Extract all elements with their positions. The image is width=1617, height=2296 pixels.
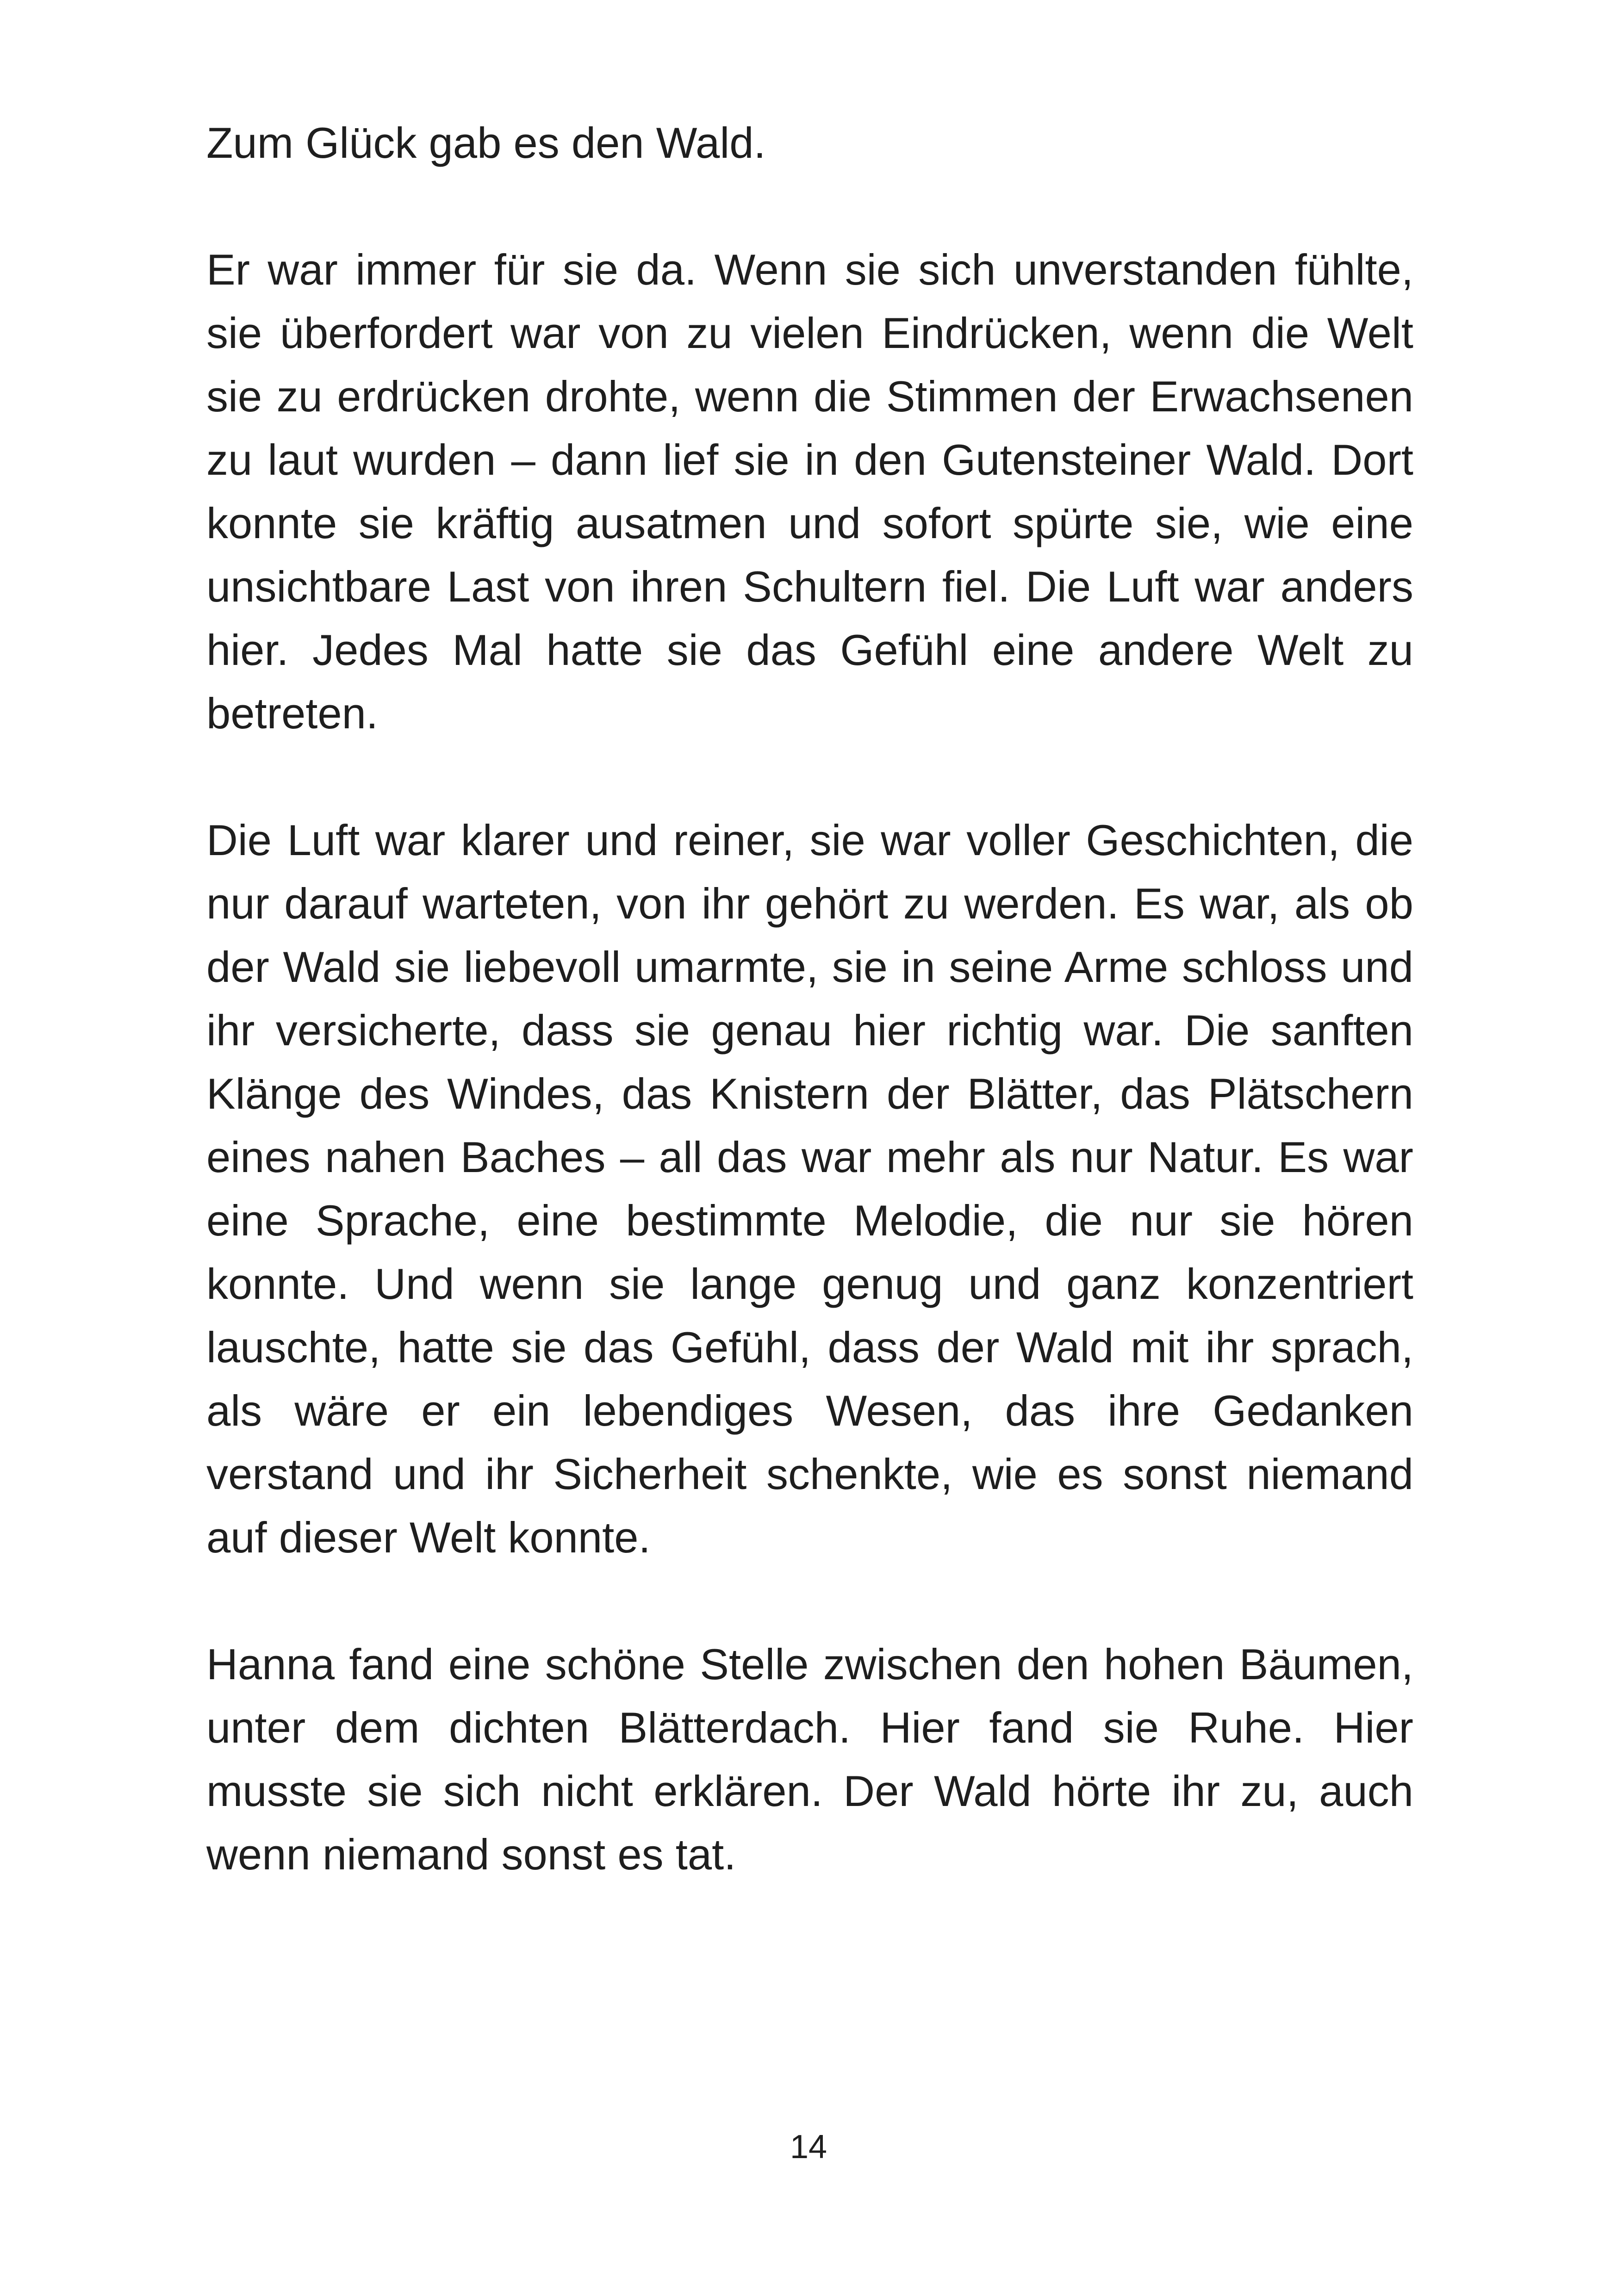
paragraph-3: Die Luft war klarer und reiner, sie war voller Geschichten, die nur darauf warteten, von ihr gehört zu werden. Es war, als ob der Wald sie liebevoll umarmte, sie in seine Arme schloss und ihr versicherte, dass sie genau hier richtig war. Die sanften Klänge des Windes, das Knistern der Blätter, das Plätschern eines nahen Baches – all das war mehr als nur Natur. Es war eine Sprache, eine bestimmte Melodie, die nur sie hören konnte. Und wenn sie lange genug und ganz konzentriert lauschte, hatte sie das Gefühl, dass der Wald mit ihr sprach, als wäre er ein lebendiges Wesen, das ihre Gedanken verstand und ihr Sicherheit schenkte, wie es sonst niemand auf dieser Welt konnte. xyxy=(206,816,1413,1562)
paragraph-4: Hanna fand eine schöne Stelle zwischen den hohen Bäumen, unter dem dichten Blätterdach. Hier fand sie Ruhe. Hier musste sie sich nicht erklären. Der Wald hörte ihr zu, auch wenn niemand sonst es tat. xyxy=(206,1640,1413,1879)
paragraph-2: Er war immer für sie da. Wenn sie sich unverstanden fühlte, sie überfordert war von zu vielen Eindrücken, wenn die Welt sie zu erdrücken drohte, wenn die Stimmen der Erwachsenen zu laut wurden – dann lief sie in den Gutensteiner Wald. Dort konnte sie kräftig ausatmen und sofort spürte sie, wie eine unsichtbare Last von ihren Schultern fiel. Die Luft war anders hier. Jedes Mal hatte sie das Gefühl eine andere Welt zu betreten. xyxy=(206,245,1413,738)
page-number: 14 xyxy=(790,2128,827,2166)
paragraph-1: Zum Glück gab es den Wald. xyxy=(206,118,766,167)
body-text xyxy=(206,111,1413,1949)
